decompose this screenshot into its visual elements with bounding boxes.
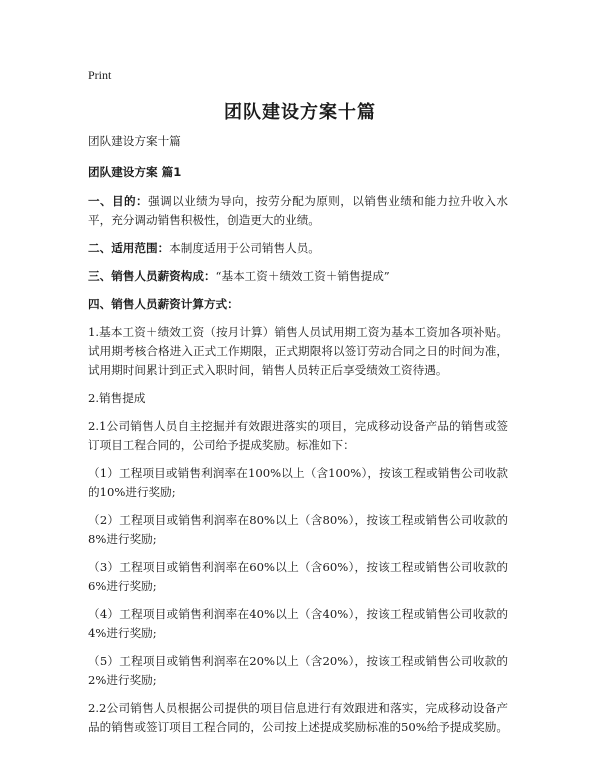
item-label: 三、销售人员薪资构成： — [88, 269, 216, 283]
item-text: “基本工资＋绩效工资＋销售提成” — [215, 269, 390, 283]
document-body — [88, 132, 508, 746]
item-label: 四、销售人员薪资计算方式： — [88, 297, 239, 311]
paragraph: （2）工程项目或销售利润率在80%以上（含80%），按该工程或销售公司收款的8%进行奖励; — [88, 513, 508, 546]
paragraph: （4）工程项目或销售利润率在40%以上（含40%），按该工程或销售公司收款的4%进行奖励; — [88, 607, 508, 640]
paragraph: （1）工程项目或销售利润率在100%以上（含100%），按该工程或销售公司收款的10%进行奖励; — [88, 466, 508, 499]
item-purpose — [88, 192, 508, 230]
paragraph: 1.基本工资＋绩效工资（按月计算）销售人员试用期工资为基本工资加各项补贴。试用期考核合格进入正式工作期限，正式期限将以签订劳动合同之日的时间为准，试用期时间累计到正式入职时间，销售人员转正后享受绩效工资待遇。 — [88, 325, 508, 377]
section-title: 团队建设方案 篇1 — [88, 165, 182, 179]
print-label: Print — [88, 68, 112, 82]
paragraph: 2.2公司销售人员根据公司提供的项目信息进行有效跟进和落实，完成移动设备产品的销售或签订项目工程合同的，公司按上述提成奖励标准的50%给予提成奖励。 — [88, 701, 508, 734]
paragraph: （5）工程项目或销售利润率在20%以上（含20%），按该工程或销售公司收款的2%进行奖励; — [88, 654, 508, 687]
paragraph: 2.销售提成 — [88, 391, 146, 405]
item-text: 本制度适用于公司销售人员。 — [169, 241, 320, 255]
item-text: 强调以业绩为导向，按劳分配为原则，以销售业绩和能力拉升收入水平，充分调动销售积极性，创造更大的业绩。 — [88, 194, 508, 227]
document-subtitle: 团队建设方案十篇 — [88, 134, 181, 148]
item-label: 一、目的： — [88, 194, 149, 208]
paragraph: （3）工程项目或销售利润率在60%以上（含60%），按该工程或销售公司收款的6%进行奖励; — [88, 560, 508, 593]
document-title: 团队建设方案十篇 — [224, 102, 376, 123]
item-scope — [88, 239, 508, 258]
item-salary-structure — [88, 267, 508, 286]
item-label: 二、适用范围： — [88, 241, 170, 255]
item-salary-calculation — [88, 295, 508, 314]
paragraph: 2.1公司销售人员自主挖掘并有效跟进落实的项目，完成移动设备产品的销售或签订项目工程合同的，公司给予提成奖励。标准如下： — [88, 419, 508, 452]
